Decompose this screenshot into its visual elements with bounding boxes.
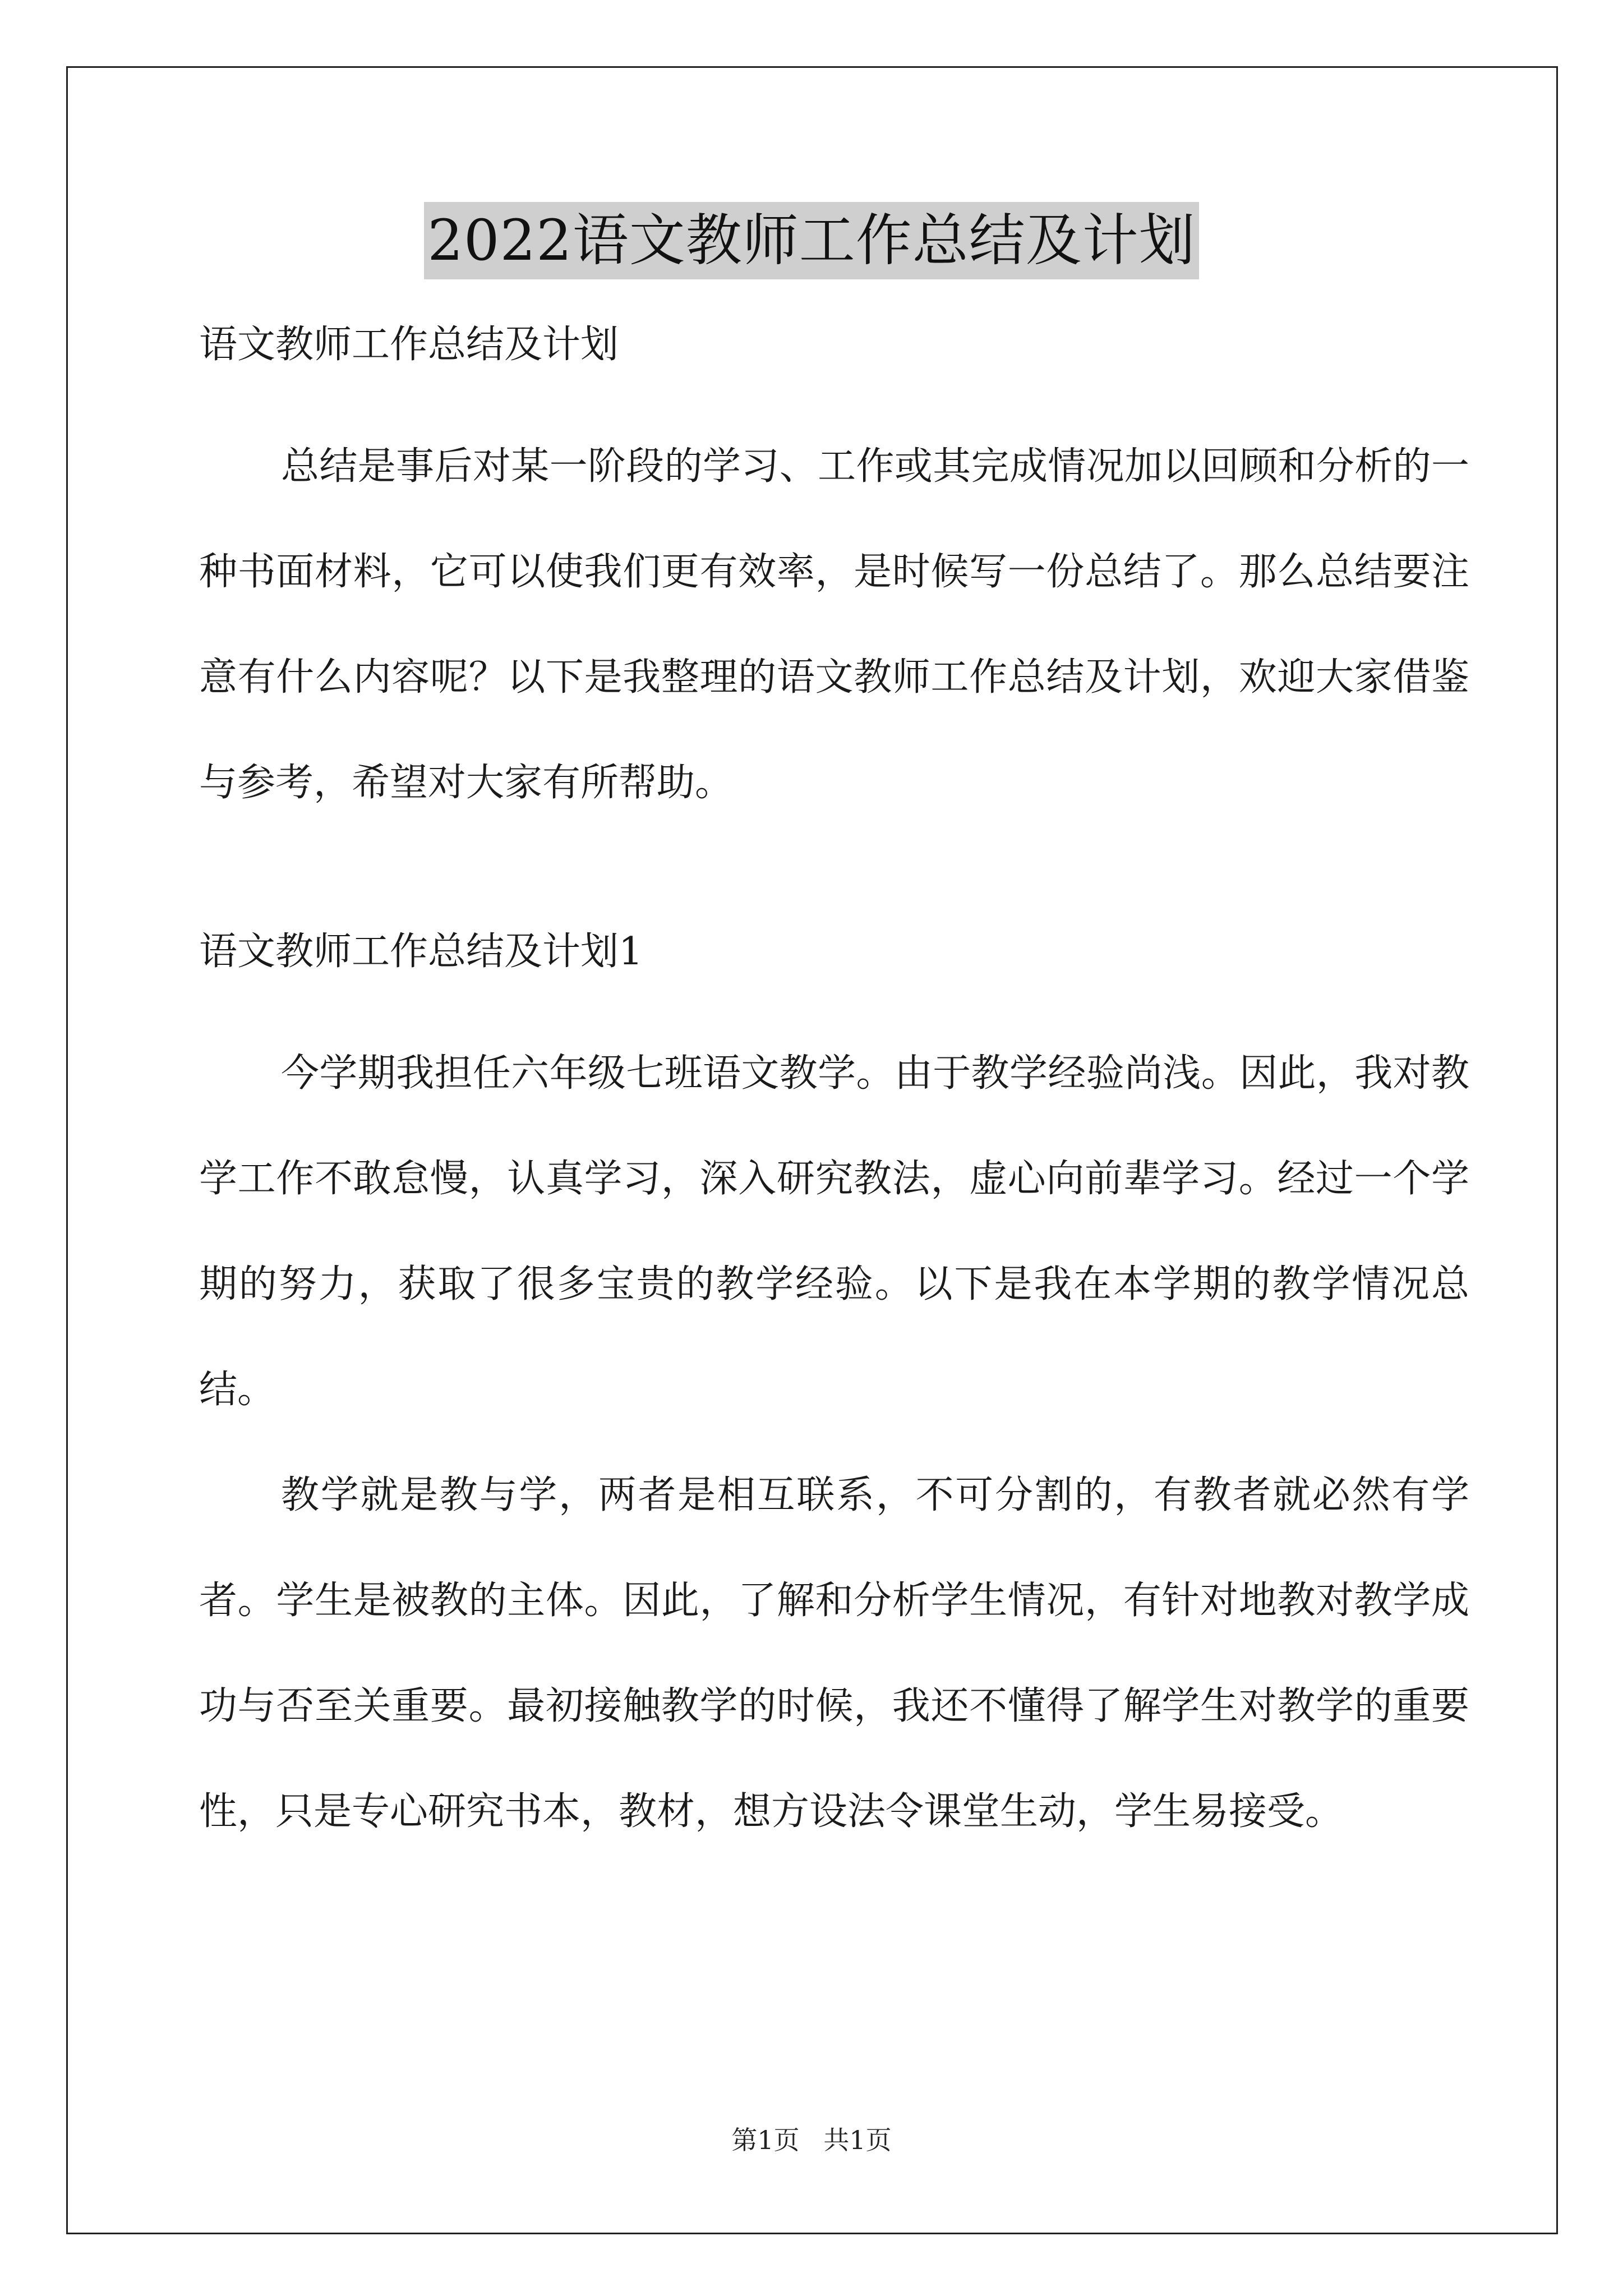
document-title: 2022语文教师工作总结及计划 — [424, 202, 1199, 279]
title-area — [0, 202, 1623, 279]
body-paragraph-2: 教学就是教与学，两者是相互联系，不可分割的，有教者就必然有学者。学生是被教的主体。因此，了解和分析学生情况，有针对地教对教学成功与否至关重要。最初接触教学的时候，我还不懂得了解学生对教学的重要性，只是专心研究书本，教材，想方设法令课堂生动，学生易接受。 — [199, 1473, 1469, 1834]
page-footer — [0, 2123, 1623, 2157]
document-body — [199, 319, 1469, 1865]
page-total: 共1页 — [823, 2125, 892, 2155]
section-heading: 语文教师工作总结及计划1 — [199, 930, 643, 974]
intro-paragraph: 总结是事后对某一阶段的学习、工作或其完成情况加以回顾和分析的一种书面材料，它可以使我们更有效率，是时候写一份总结了。那么总结要注意有什么内容呢？以下是我整理的语文教师工作总结及计划，欢迎大家借鉴与参考，希望对大家有所帮助。 — [199, 444, 1469, 805]
document-subtitle: 语文教师工作总结及计划 — [199, 323, 619, 367]
body-paragraph-1: 今学期我担任六年级七班语文教学。由于教学经验尚浅。因此，我对教学工作不敢怠慢，认真学习，深入研究教法，虚心向前辈学习。经过一个学期的努力，获取了很多宝贵的教学经验。以下是我在本学期的教学情况总结。 — [199, 1051, 1469, 1412]
page-number: 第1页 — [731, 2125, 800, 2155]
